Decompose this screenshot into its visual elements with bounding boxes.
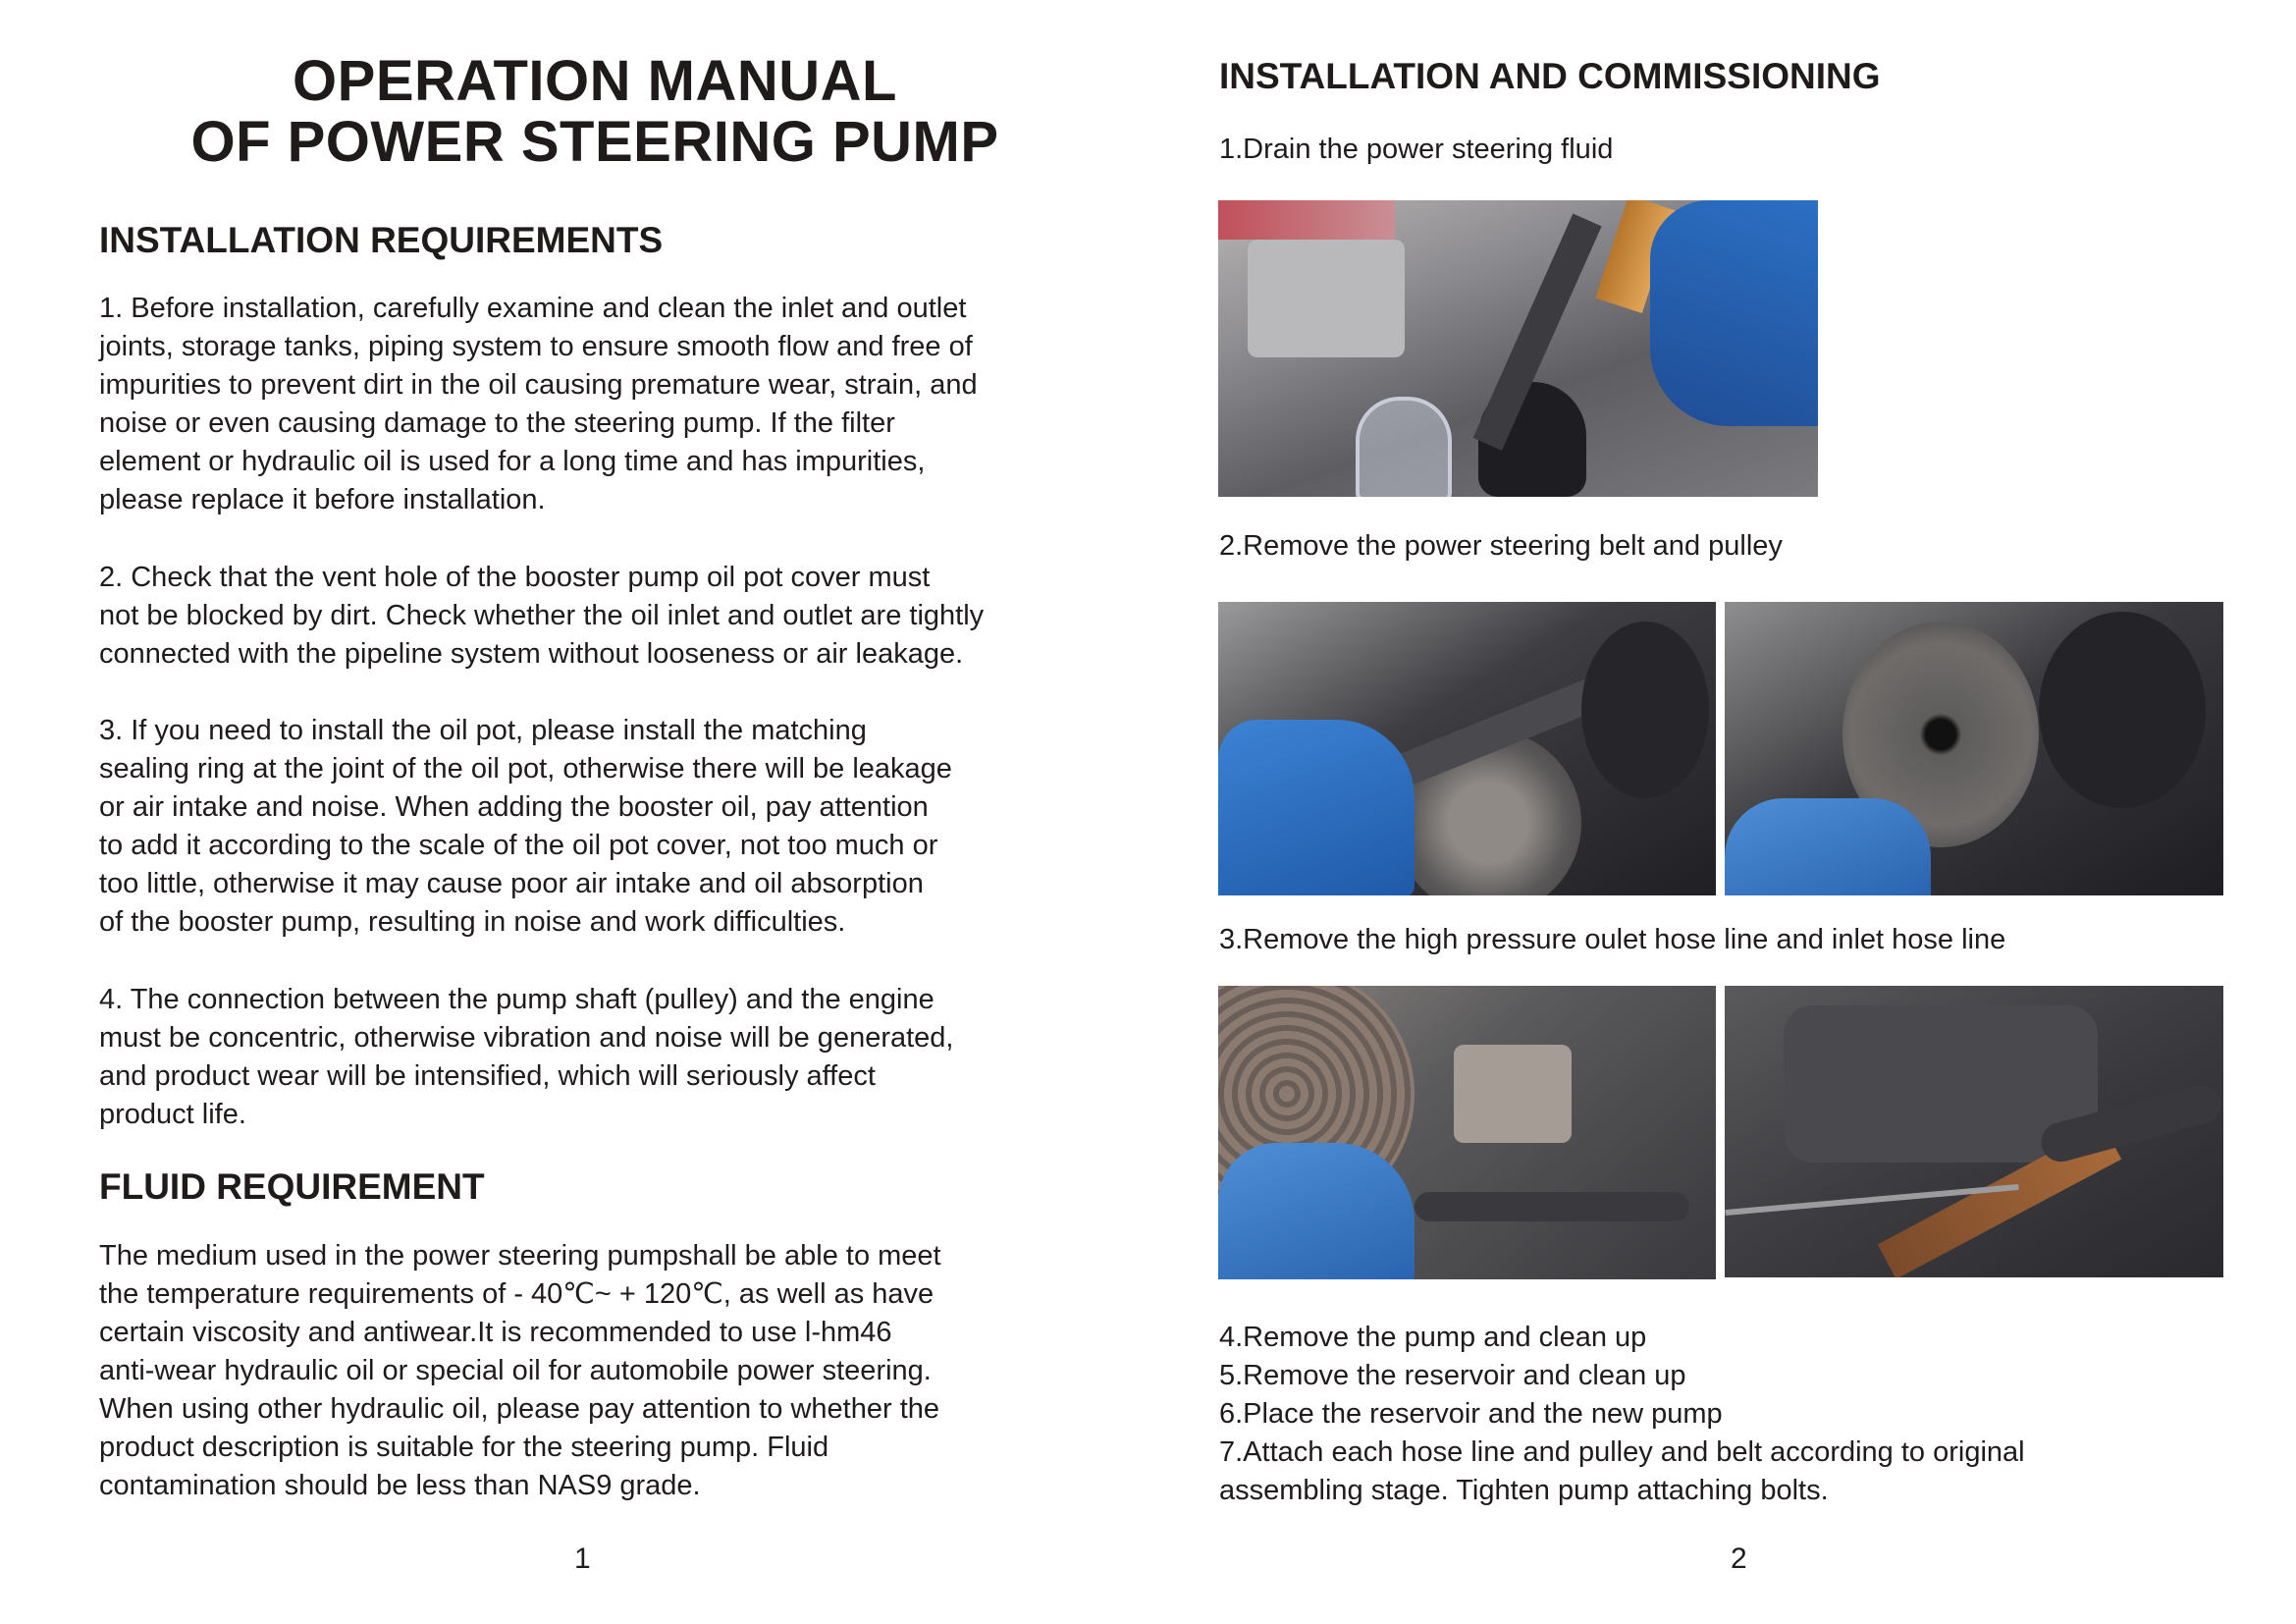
text-line: The medium used in the power steering pumpshall be able to meet: [99, 1240, 941, 1272]
text-line: or air intake and noise. When adding the booster oil, pay attention: [99, 791, 929, 823]
page-number-1: 1: [574, 1543, 591, 1575]
text-line: product life.: [99, 1099, 246, 1130]
clear-cup: [1356, 397, 1452, 497]
text-line: product description is suitable for the steering pump. Fluid: [99, 1432, 829, 1463]
drain-fluid-photo: [1218, 200, 1818, 497]
text-line: contamination should be less than NAS9 grade.: [99, 1470, 701, 1501]
step-5: 5.Remove the reservoir and clean up: [1219, 1360, 1686, 1391]
step-3: 3.Remove the high pressure oulet hose line and inlet hose line: [1219, 924, 2006, 955]
text-line: 1. Before installation, carefully examine and clean the inlet and outlet: [99, 293, 967, 324]
title-line-1: OPERATION MANUAL: [293, 49, 897, 113]
text-line: anti-wear hydraulic oil or special oil for automobile power steering.: [99, 1355, 932, 1386]
text-line: must be concentric, otherwise vibration and noise will be generated,: [99, 1022, 954, 1054]
hose: [1415, 1192, 1689, 1221]
requirement-paragraph-1: [99, 290, 978, 519]
requirement-paragraph-4: [99, 981, 953, 1134]
text-line: to add it according to the scale of the oil pot cover, not too much or: [99, 830, 938, 861]
page-number-2: 2: [1731, 1543, 1747, 1575]
text-line: please replace it before installation.: [99, 484, 546, 515]
engine-part: [2039, 612, 2206, 808]
step-4: 4.Remove the pump and clean up: [1219, 1322, 1647, 1353]
fluid-requirement-heading: FLUID REQUIREMENT: [99, 1166, 485, 1207]
remove-belt-photo: [1218, 602, 1716, 895]
blue-glove: [1218, 1143, 1415, 1279]
blue-glove: [1725, 798, 1931, 895]
text-line: 2. Check that the vent hole of the booster pump oil pot cover must: [99, 562, 931, 593]
blue-glove: [1650, 200, 1818, 426]
outlet-hose-photo: [1218, 986, 1716, 1279]
step-2: 2.Remove the power steering belt and pulley: [1219, 530, 1783, 562]
inlet-hose-photo: [1725, 986, 2223, 1277]
step-6: 6.Place the reservoir and the new pump: [1219, 1398, 1723, 1430]
step-7: 7.Attach each hose line and pulley and belt according to original: [1219, 1436, 2025, 1468]
requirement-paragraph-3: [99, 712, 952, 942]
title-line-2: OF POWER STEERING PUMP: [190, 110, 999, 174]
text-line: 4. The connection between the pump shaft (pulley) and the engine: [99, 984, 934, 1015]
blue-glove: [1218, 720, 1415, 895]
text-line: When using other hydraulic oil, please pay attention to whether the: [99, 1393, 940, 1425]
text-line: of the booster pump, resulting in noise and work difficulties.: [99, 906, 846, 938]
text-line: 3. If you need to install the oil pot, please install the matching: [99, 715, 867, 746]
pump-fitting: [1454, 1045, 1572, 1143]
text-line: connected with the pipeline system without looseness or air leakage.: [99, 638, 964, 670]
red-car-body: [1218, 200, 1395, 240]
manual-title: [0, 51, 1190, 173]
text-line: sealing ring at the joint of the oil pot, otherwise there will be leakage: [99, 753, 952, 785]
steps-4-to-7: [1219, 1319, 2025, 1510]
installation-commissioning-heading: INSTALLATION AND COMMISSIONING: [1219, 56, 1881, 96]
installation-requirements-heading: INSTALLATION REQUIREMENTS: [99, 220, 664, 260]
fluid-requirement-text: [99, 1237, 941, 1505]
text-line: impurities to prevent dirt in the oil causing premature wear, strain, and: [99, 369, 978, 401]
engine-part: [1248, 240, 1405, 357]
requirement-paragraph-2: [99, 559, 984, 674]
step-1: 1.Drain the power steering fluid: [1219, 134, 1614, 165]
text-line: not be blocked by dirt. Check whether the oil inlet and outlet are tightly: [99, 600, 985, 631]
text-line: the temperature requirements of - 40℃~ + 120℃, as well as have: [99, 1278, 934, 1310]
step-7-continued: assembling stage. Tighten pump attaching bolts.: [1219, 1475, 1829, 1506]
text-line: element or hydraulic oil is used for a long time and has impurities,: [99, 446, 926, 477]
text-line: joints, storage tanks, piping system to ensure smooth flow and free of: [99, 331, 973, 362]
remove-pulley-photo: [1725, 602, 2223, 895]
text-line: too little, otherwise it may cause poor air intake and oil absorption: [99, 868, 924, 899]
engine-part: [1581, 622, 1709, 798]
text-line: noise or even causing damage to the steering pump. If the filter: [99, 407, 895, 439]
text-line: certain viscosity and antiwear.It is recommended to use l-hm46: [99, 1317, 892, 1348]
text-line: and product wear will be intensified, which will seriously affect: [99, 1060, 876, 1092]
